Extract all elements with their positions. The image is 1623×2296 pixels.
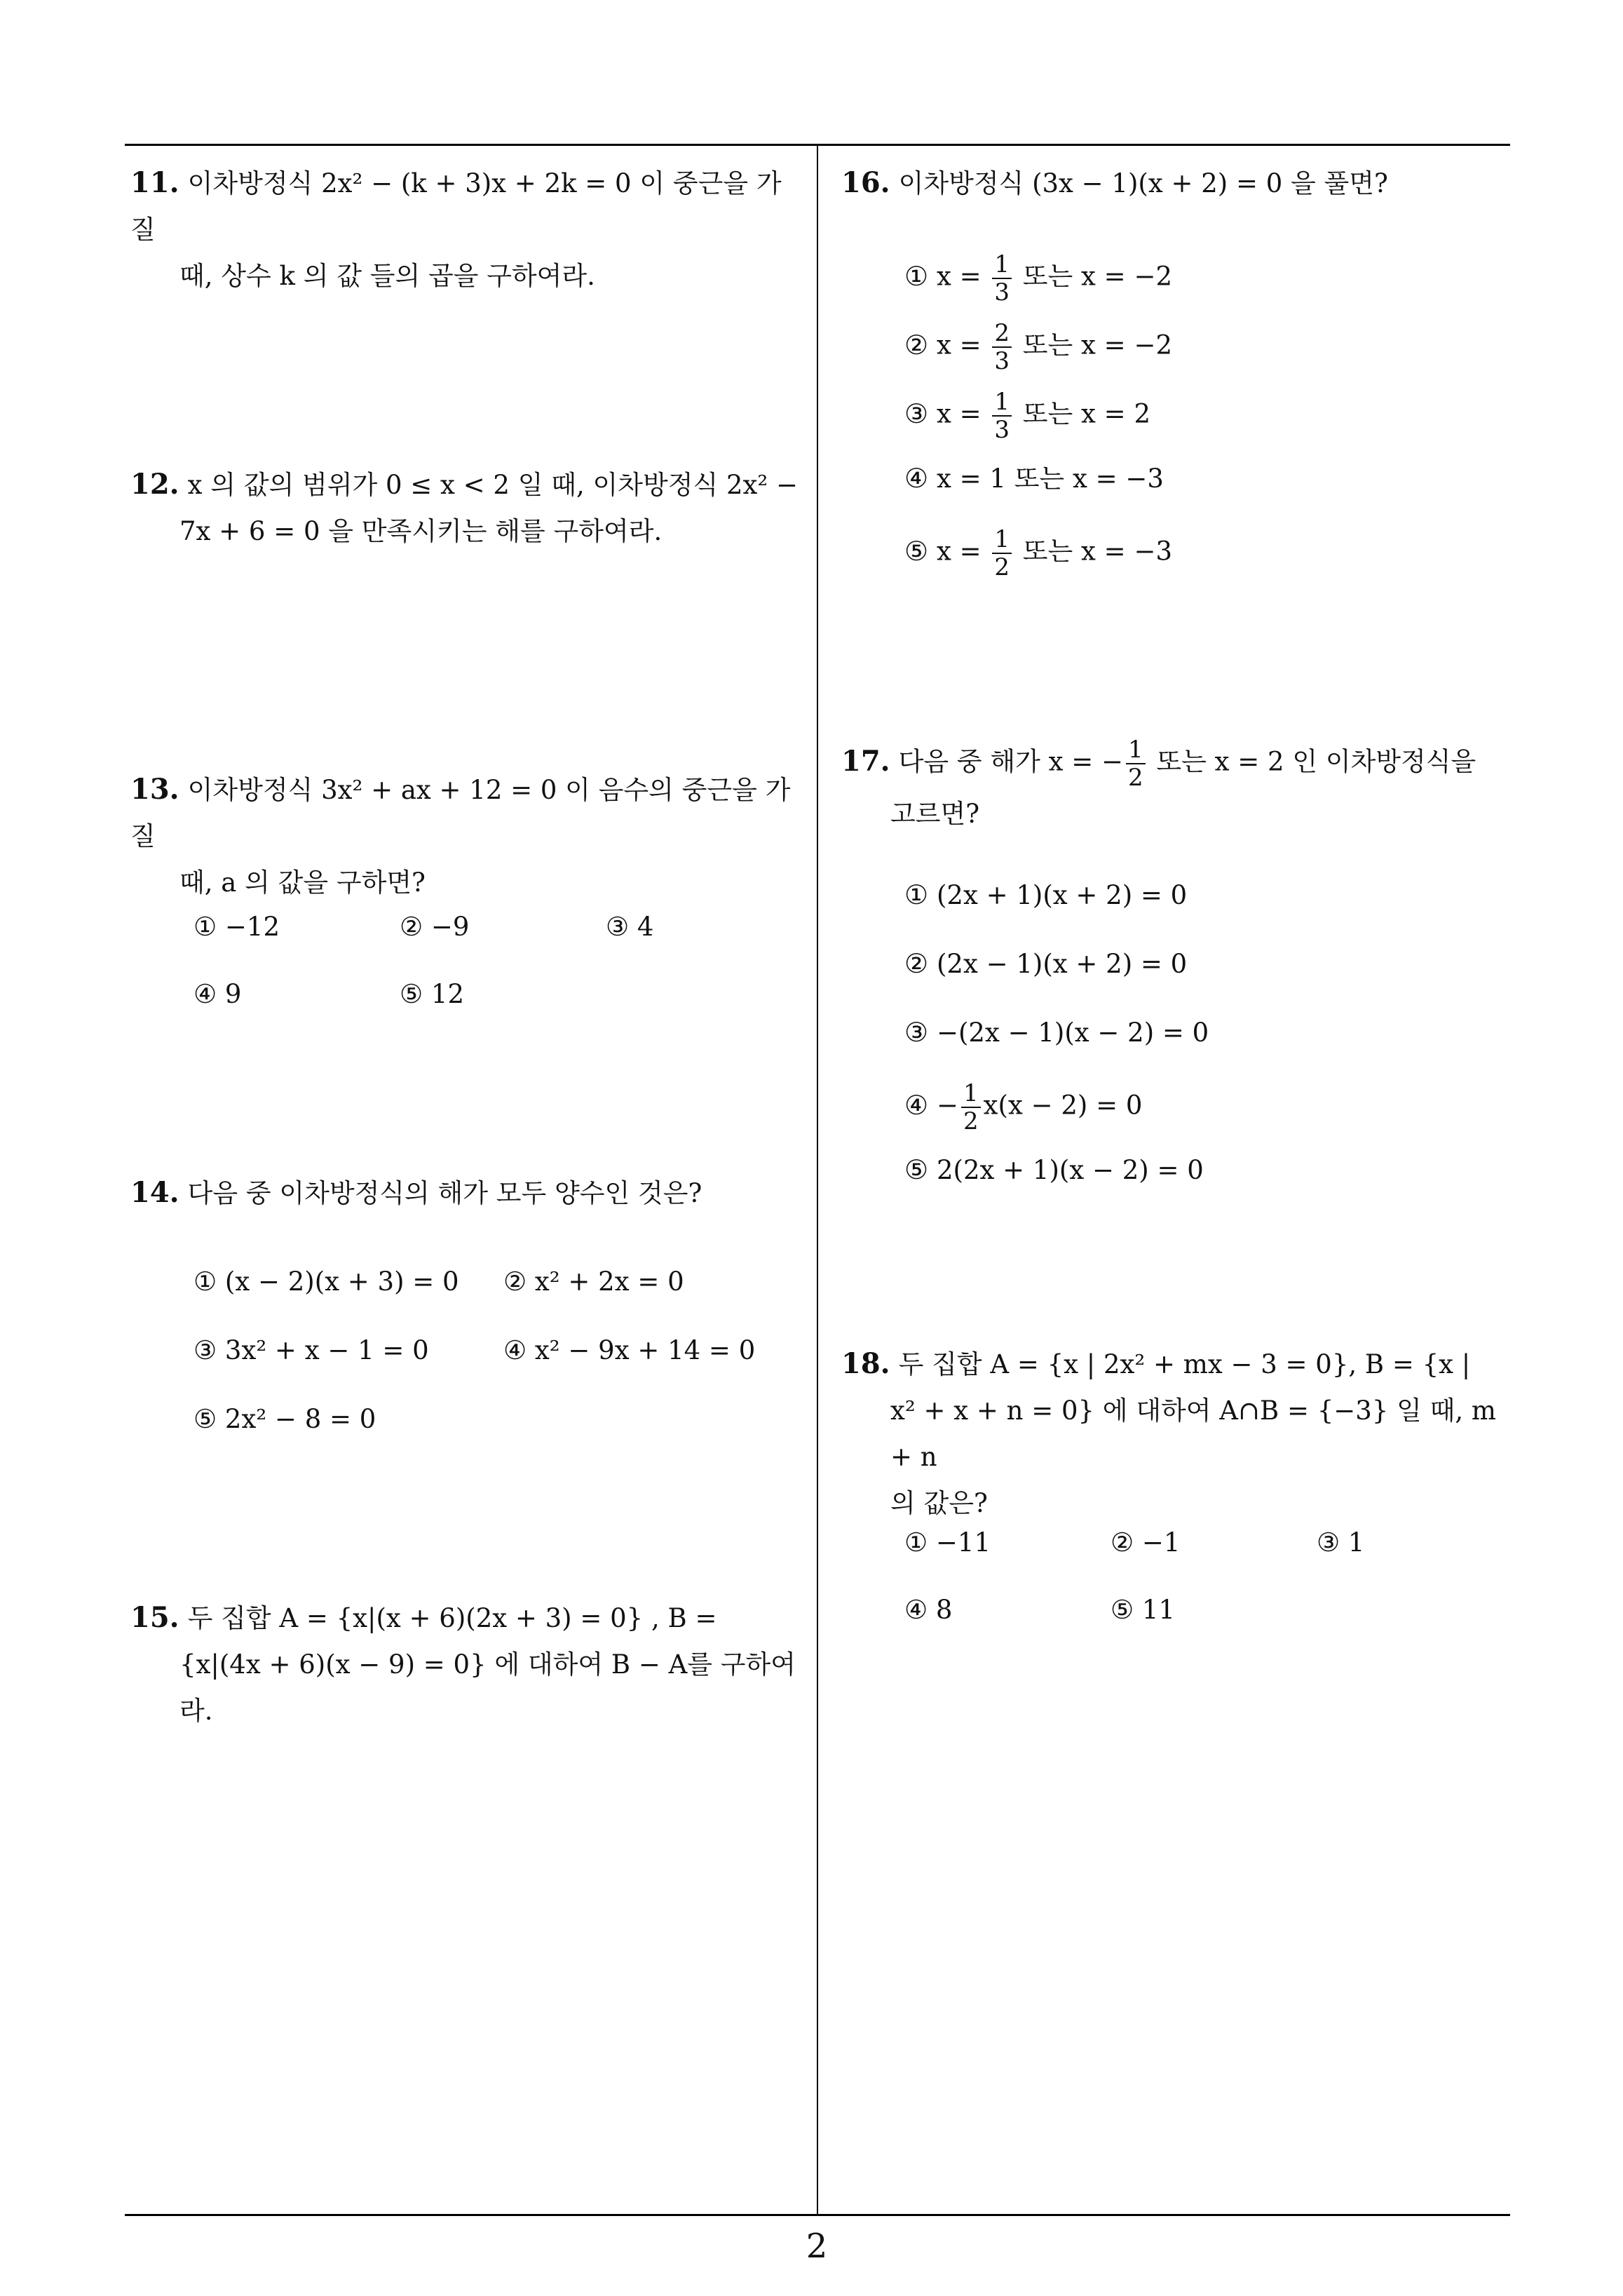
choice-option[interactable]: ③ 3x² + x − 1 = 0 [193,1335,429,1365]
question-text: x² + x + n = 0} 에 대하여 A∩B = {−3} 일 때, m + n [890,1396,1496,1472]
choice-text: x = [937,398,990,429]
question-11 [130,160,803,299]
choice-option[interactable]: ④ 9 [193,979,242,1009]
fraction [992,389,1012,443]
choice-option[interactable] [904,1149,1204,1191]
choice-text: (2x − 1)(x + 2) = 0 [937,949,1188,979]
choice-text: 또는 x = 2 [1014,398,1150,429]
choice-number: ② [904,948,929,979]
fraction-numerator: 1 [992,389,1012,417]
fraction-numerator: 1 [961,1080,981,1108]
choice-option[interactable]: ③ 4 [606,912,654,942]
choice-option[interactable] [904,526,1172,581]
choice-option[interactable]: ④ x² − 9x + 14 = 0 [503,1335,756,1365]
fraction-numerator: 1 [992,251,1012,279]
question-text: 이차방정식 3x² + ax + 12 = 0 이 음수의 중근을 가질 [130,775,791,851]
question-number: 16. [841,166,890,199]
fraction-numerator: 2 [992,320,1012,348]
choice-text: 또는 x = −2 [1014,330,1172,360]
question-text: 다음 중 이차방정식의 해가 모두 양수인 것은? [187,1178,702,1208]
choice-option[interactable]: ① −11 [904,1527,991,1558]
fraction [1126,736,1146,791]
choice-option[interactable]: ② x² + 2x = 0 [503,1267,684,1297]
question-text: 이차방정식 2x² − (k + 3)x + 2k = 0 이 중근을 가질 [130,168,782,245]
choice-text: x = [937,330,990,360]
choice-option[interactable]: ⑤ 12 [400,979,465,1009]
choice-number: ④ [904,463,929,494]
choice-number: ① [904,879,929,910]
choice-text: 또는 x = −2 [1014,261,1172,292]
fraction [992,320,1012,374]
choice-text: x = [937,536,990,567]
question-number: 18. [841,1347,890,1380]
question-number: 11. [130,166,179,199]
choice-option[interactable]: ③ 1 [1317,1527,1365,1558]
choice-text: − [937,1090,959,1121]
bottom-rule [125,2214,1510,2216]
fraction-denominator: 2 [1127,764,1143,792]
choice-text: 2(2x + 1)(x − 2) = 0 [937,1155,1204,1185]
fraction-numerator: 1 [1126,736,1146,764]
choice-text: (2x + 1)(x + 2) = 0 [937,880,1188,910]
question-text: 두 집합 A = {x|(x + 6)(2x + 3) = 0} , B = [187,1603,717,1633]
question-text: 때, a 의 값을 구하면? [179,867,426,898]
choice-number: ④ [904,1089,929,1121]
question-13 [130,767,803,906]
column-divider [817,144,818,2216]
choice-option[interactable] [904,1011,1209,1054]
choice-text: x(x − 2) = 0 [983,1090,1143,1121]
choice-text: x = [937,261,990,292]
choice-option[interactable] [904,874,1187,917]
fraction [992,251,1012,306]
page-number: 2 [806,2227,828,2266]
fraction-numerator: 1 [992,526,1012,554]
choice-option[interactable] [904,320,1172,374]
question-text: x 의 값의 범위가 0 ≤ x < 2 일 때, 이차방정식 2x² − [187,470,798,500]
question-text: 다음 중 해가 x = − [898,746,1123,777]
choice-option[interactable] [904,1080,1142,1135]
question-17 [841,736,1514,837]
fraction-denominator: 3 [994,416,1010,444]
fraction-denominator: 3 [994,347,1010,375]
question-16 [841,160,1514,207]
choice-option[interactable]: ⑤ 11 [1111,1595,1176,1625]
question-number: 13. [130,773,179,806]
fraction-denominator: 2 [994,553,1010,581]
question-text: 라. [179,1696,213,1726]
question-text: 7x + 6 = 0 을 만족시키는 해를 구하여라. [179,516,663,546]
fraction-denominator: 2 [963,1107,979,1135]
fraction [961,1080,981,1135]
choice-option[interactable] [904,251,1172,306]
question-text: 때, 상수 k 의 값 들의 곱을 구하여라. [179,261,595,291]
question-text: 고르면? [890,799,980,829]
question-text: 의 값은? [890,1488,988,1518]
choice-option[interactable]: ⑤ 2x² − 8 = 0 [193,1404,376,1434]
choice-number: ② [904,329,929,360]
question-text: {x|(4x + 6)(x − 9) = 0} 에 대하여 B − A를 구하여 [179,1649,796,1680]
choice-option[interactable]: ② −1 [1111,1527,1181,1558]
fraction [992,526,1012,581]
choice-number: ③ [904,398,929,429]
question-number: 15. [130,1601,179,1634]
choice-option[interactable]: ① (x − 2)(x + 3) = 0 [193,1267,459,1297]
question-text: 두 집합 A = {x | 2x² + mx − 3 = 0}, B = {x | [898,1349,1471,1379]
choice-number: ⑤ [904,1154,929,1185]
fraction-denominator: 3 [994,278,1010,306]
question-text: 또는 x = 2 인 이차방정식을 [1148,746,1476,777]
choice-option[interactable]: ② −9 [400,912,470,942]
question-number: 17. [841,744,890,778]
choice-option[interactable]: ① −12 [193,912,280,942]
question-number: 14. [130,1176,179,1209]
choice-text: x = 1 또는 x = −3 [937,464,1164,494]
question-14 [130,1170,803,1217]
choice-number: ③ [904,1017,929,1048]
question-15 [130,1595,803,1734]
choice-option[interactable]: ④ 8 [904,1595,953,1625]
question-number: 12. [130,468,179,501]
choice-number: ⑤ [904,535,929,567]
choice-number: ① [904,260,929,292]
question-18 [841,1341,1514,1527]
choice-option[interactable] [904,943,1187,985]
choice-option[interactable] [904,457,1164,500]
question-12 [130,461,803,555]
question-text: 이차방정식 (3x − 1)(x + 2) = 0 을 풀면? [898,168,1388,198]
choice-text: −(2x − 1)(x − 2) = 0 [937,1018,1209,1048]
choice-text: 또는 x = −3 [1014,536,1172,567]
choice-option[interactable] [904,389,1150,443]
